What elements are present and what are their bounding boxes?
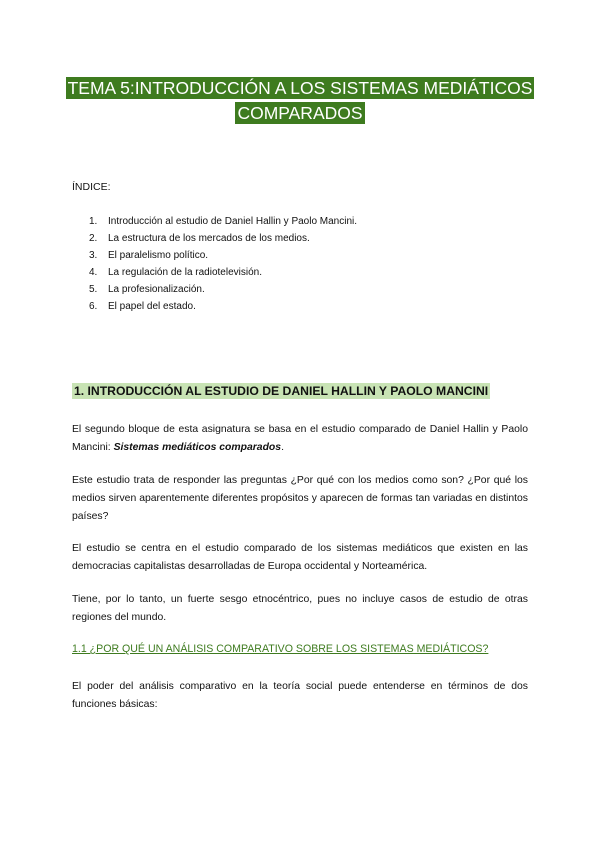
list-item-number: 5. — [89, 284, 98, 295]
paragraph-5: El poder del análisis comparativo en la teoría social puede entenderse en términos de dos funciones básicas: — [72, 681, 528, 710]
paragraph-1 — [72, 421, 528, 457]
list-item — [89, 247, 357, 264]
title-line-2: COMPARADOS — [237, 103, 363, 123]
list-item-number: 6. — [89, 301, 98, 312]
section-heading-1: 1. INTRODUCCIÓN AL ESTUDIO DE DANIEL HALLIN Y PAOLO MANCINI — [74, 384, 489, 398]
list-item-text: La estructura de los mercados de los medios. — [108, 233, 310, 244]
book-title: Sistemas mediáticos comparados — [113, 442, 282, 453]
paragraph-1-end: . — [281, 442, 284, 453]
list-item — [89, 298, 357, 315]
list-item-number: 1. — [89, 216, 98, 227]
list-item-number: 4. — [89, 267, 98, 278]
index-label: ÍNDICE: — [72, 181, 111, 193]
list-item — [89, 264, 357, 281]
paragraph-1-text: El segundo bloque de esta asignatura se basa en el estudio comparado de Daniel Hallin y Paolo Mancini: — [72, 424, 528, 453]
paragraph-2: Este estudio trata de responder las preguntas ¿Por qué con los medios como son? ¿Por qué los medios sirven aparentemente diferentes propósitos y aparecen de formas tan variadas en distintos países? — [72, 475, 528, 522]
title-line-1: TEMA 5:INTRODUCCIÓN A LOS SISTEMAS MEDIÁTICOS — [67, 78, 533, 98]
list-item — [89, 230, 357, 247]
index-list — [89, 213, 357, 315]
list-item-text: El paralelismo político. — [108, 250, 209, 261]
list-item-number: 2. — [89, 233, 98, 244]
document-title — [0, 76, 600, 126]
paragraph-4: Tiene, por lo tanto, un fuerte sesgo etnocéntrico, pues no incluye casos de estudio de otras regiones del mundo. — [72, 594, 528, 623]
list-item-text: La profesionalización. — [108, 284, 205, 295]
list-item-text: La regulación de la radiotelevisión. — [108, 267, 262, 278]
list-item-text: El papel del estado. — [108, 301, 196, 312]
list-item-text: Introducción al estudio de Daniel Hallin y Paolo Mancini. — [108, 216, 358, 227]
subsection-heading: 1.1 ¿POR QUÉ UN ANÁLISIS COMPARATIVO SOBRE LOS SISTEMAS MEDIÁTICOS? — [72, 643, 489, 655]
list-item-number: 3. — [89, 250, 98, 261]
list-item — [89, 213, 357, 230]
paragraph-3: El estudio se centra en el estudio comparado de los sistemas mediáticos que existen en las democracias capitalistas desarrolladas de Europa occidental y Norteamérica. — [72, 543, 528, 572]
list-item — [89, 281, 357, 298]
